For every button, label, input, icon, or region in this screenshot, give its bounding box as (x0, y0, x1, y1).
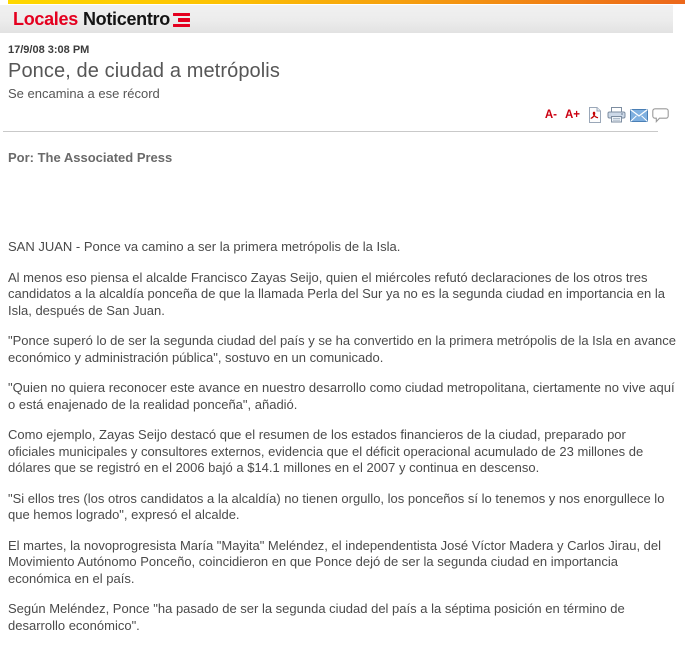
article-toolbar (0, 105, 669, 125)
article-paragraph: El martes, la novoprogresista María "Mayita" Meléndez, el independentista José Víctor Madera y Carlos Jirau, del Movimiento Autónomo Ponceño, coincidieron en que Ponce dejó de ser la segunda ciudad en importancia económica en el país. (8, 537, 662, 586)
comment-icon[interactable] (652, 108, 669, 123)
article-subtitle: Se encamina a ese récord (8, 86, 160, 101)
article-paragraph: Según Meléndez, Ponce "ha pasado de ser la segunda ciudad del país a la séptima posición en término de desarrollo económico". (8, 601, 625, 633)
email-icon[interactable] (630, 109, 648, 122)
article-byline: Por: The Associated Press (8, 150, 173, 165)
article-paragraph: "Quien no quiera reconocer este avance en nuestro desarrollo como ciudad metropolitana, ciertamente no vive aquí o está enajenado de la realidad ponceña", añadió. (8, 380, 675, 412)
article-body (8, 239, 676, 634)
pdf-icon[interactable] (586, 106, 603, 124)
article-paragraph: SAN JUAN - Ponce va camino a ser la primera metrópolis de la Isla. (8, 239, 401, 254)
brand-label: Noticentro (82, 8, 170, 29)
section-label: Locales (13, 8, 78, 29)
top-gradient-bar (8, 0, 685, 4)
article-datetime: 17/9/08 3:08 PM (8, 44, 90, 56)
font-size-increase-button[interactable]: A+ (564, 109, 580, 121)
font-size-decrease-button[interactable]: A- (544, 109, 557, 121)
masthead (0, 5, 673, 33)
header-divider (3, 131, 658, 132)
noticentro-logo[interactable] (13, 9, 190, 30)
article-title: Ponce, de ciudad a metrópolis (8, 60, 280, 82)
print-icon[interactable] (607, 107, 626, 123)
article-paragraph: Al menos eso piensa el alcalde Francisco Zayas Seijo, quien el miércoles refutó declaraciones de los otros tres candidatos a la alcaldía ponceña de que la llamada Perla del Sur ya no es la segunda ciudad en importancia en la Isla, después de San Juan. (8, 269, 665, 318)
article-paragraph: "Si ellos tres (los otros candidatos a la alcaldía) no tienen orgullo, los ponceños sí lo tenemos y nos enorgullece lo que hemos logrado", expresó el alcalde. (8, 490, 665, 522)
article-paragraph: Como ejemplo, Zayas Seijo destacó que el resumen de los estados financieros de la ciudad, preparado por oficiales municipales y consultores externos, evidencia que el déficit operacional acumulado de 23 millones de dólares que se registró en el 2006 bajó a $14.1 millones en el 2007 y continua en descenso. (8, 427, 644, 475)
article-paragraph: "Ponce superó lo de ser la segunda ciudad del país y se ha convertido en la primera metrópolis de la Isla en avance económico y administración pública", sostuvo en un comunicado. (8, 333, 677, 365)
logo-bars-icon (173, 13, 190, 28)
